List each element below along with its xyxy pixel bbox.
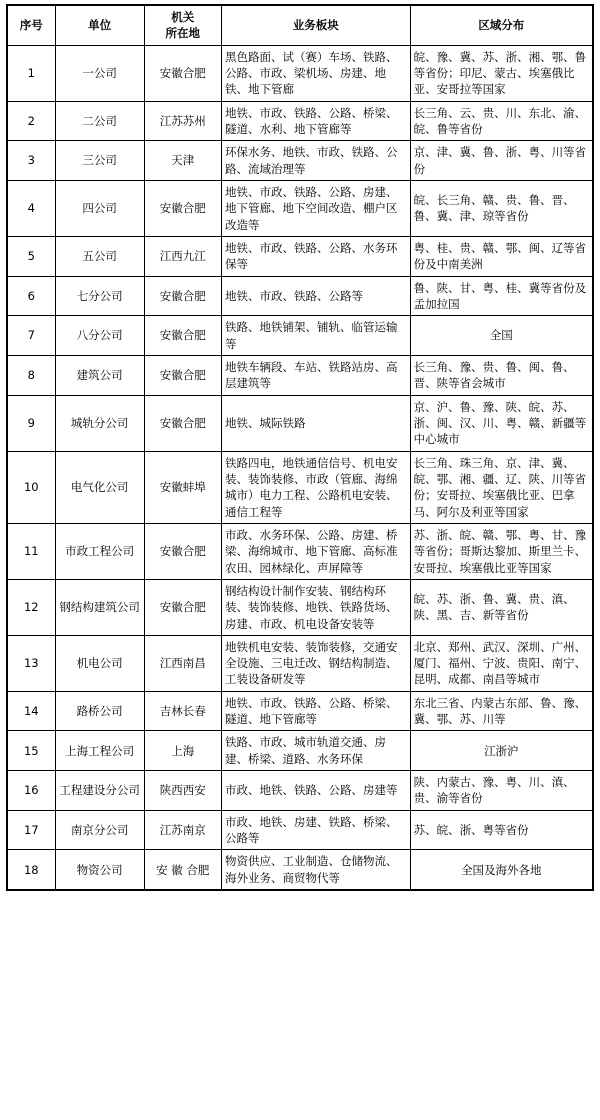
column-header-location-line1: 机关 (171, 10, 195, 24)
cell-business: 铁路、市政、城市轨道交通、房建、桥梁、道路、水务环保 (221, 731, 410, 771)
cell-area: 皖、豫、冀、苏、浙、湘、鄂、鲁等省份；印尼、蒙古、埃塞俄比亚、安哥拉等国家 (410, 45, 593, 101)
cell-area: 全国 (410, 316, 593, 356)
cell-no: 1 (7, 45, 55, 101)
cell-location: 安徽合肥 (144, 395, 221, 451)
cell-business: 市政、水务环保、公路、房建、桥梁、海绵城市、地下管廊、高标准农田、园林绿化、声屏障等 (221, 523, 410, 579)
cell-no: 10 (7, 451, 55, 523)
cell-business: 地铁机电安装、装饰装修，交通安全设施、三电迁改、钢结构制造、工装设备研发等 (221, 635, 410, 691)
cell-location: 江西南昌 (144, 635, 221, 691)
cell-no: 5 (7, 236, 55, 276)
cell-unit: 市政工程公司 (55, 523, 144, 579)
cell-no: 2 (7, 101, 55, 141)
table-row (7, 395, 593, 451)
cell-unit: 城轨分公司 (55, 395, 144, 451)
table-row (7, 141, 593, 181)
cell-unit: 五公司 (55, 236, 144, 276)
cell-business: 市政、地铁、铁路、公路、房建等 (221, 771, 410, 811)
table-row (7, 355, 593, 395)
cell-location: 安 徽 合肥 (144, 850, 221, 890)
cell-location: 安徽蚌埠 (144, 451, 221, 523)
cell-no: 3 (7, 141, 55, 181)
cell-business: 地铁、市政、铁路、公路等 (221, 276, 410, 316)
table-row (7, 523, 593, 579)
cell-unit: 物资公司 (55, 850, 144, 890)
cell-area: 长三角、豫、贵、鲁、闽、鲁、晋、陕等省会城市 (410, 355, 593, 395)
cell-no: 12 (7, 579, 55, 635)
column-header-location-line2: 所在地 (165, 26, 201, 41)
cell-location: 天津 (144, 141, 221, 181)
cell-business: 地铁、市政、铁路、公路、房建、地下管廊、地下空间改造、棚户区改造等 (221, 180, 410, 236)
table-row (7, 180, 593, 236)
cell-area: 东北三省、内蒙古东部、鲁、豫、冀、鄂、苏、川等 (410, 691, 593, 731)
cell-no: 6 (7, 276, 55, 316)
table-row (7, 635, 593, 691)
table-row (7, 850, 593, 890)
cell-area: 皖、长三角、赣、贵、鲁、晋、鲁、冀、津、琼等省份 (410, 180, 593, 236)
cell-location: 安徽合肥 (144, 276, 221, 316)
cell-business: 铁路四电，地铁通信信号、机电安装、装饰装修、市政（管廊、海绵城市）电力工程、公路机电安装、通信工程等 (221, 451, 410, 523)
cell-unit: 电气化公司 (55, 451, 144, 523)
cell-area: 鲁、陕、甘、粤、桂、冀等省份及孟加拉国 (410, 276, 593, 316)
cell-location: 上海 (144, 731, 221, 771)
table-row (7, 236, 593, 276)
cell-no: 18 (7, 850, 55, 890)
cell-location: 安徽合肥 (144, 180, 221, 236)
cell-area: 长三角、云、贵、川、东北、渝、皖、鲁等省份 (410, 101, 593, 141)
cell-unit: 建筑公司 (55, 355, 144, 395)
cell-area: 北京、郑州、武汉、深圳、广州、厦门、福州、宁波、贵阳、南宁、昆明、成都、南昌等城市 (410, 635, 593, 691)
cell-location: 江西九江 (144, 236, 221, 276)
table-row (7, 731, 593, 771)
table-row (7, 579, 593, 635)
cell-area: 皖、苏、浙、鲁、冀、贵、滇、陕、黑、吉、新等省份 (410, 579, 593, 635)
cell-business: 市政、地铁、房建、铁路、桥梁、公路等 (221, 810, 410, 850)
cell-no: 13 (7, 635, 55, 691)
table-body (7, 45, 593, 890)
table-row (7, 691, 593, 731)
cell-business: 地铁车辆段、车站、铁路站房、高层建筑等 (221, 355, 410, 395)
cell-no: 9 (7, 395, 55, 451)
cell-unit: 钢结构建筑公司 (55, 579, 144, 635)
cell-unit: 七分公司 (55, 276, 144, 316)
cell-unit: 机电公司 (55, 635, 144, 691)
cell-location: 安徽合肥 (144, 316, 221, 356)
cell-business: 地铁、城际铁路 (221, 395, 410, 451)
table-row (7, 810, 593, 850)
column-header-no: 序号 (7, 5, 55, 45)
table-row (7, 101, 593, 141)
table-row (7, 45, 593, 101)
cell-area: 苏、皖、浙、粤等省份 (410, 810, 593, 850)
cell-business: 环保水务、地铁、市政、铁路、公路、流域治理等 (221, 141, 410, 181)
cell-business: 黑色路面、试（赛）车场、铁路、公路、市政、梁机场、房建、地铁、地下管廊 (221, 45, 410, 101)
table-row (7, 316, 593, 356)
cell-unit: 三公司 (55, 141, 144, 181)
cell-unit: 四公司 (55, 180, 144, 236)
cell-location: 安徽合肥 (144, 523, 221, 579)
cell-no: 14 (7, 691, 55, 731)
cell-unit: 路桥公司 (55, 691, 144, 731)
cell-no: 16 (7, 771, 55, 811)
cell-location: 江苏苏州 (144, 101, 221, 141)
cell-unit: 一公司 (55, 45, 144, 101)
cell-unit: 上海工程公司 (55, 731, 144, 771)
cell-area: 苏、浙、皖、赣、鄂、粤、甘、豫等省份；哥斯达黎加、斯里兰卡、安哥拉、埃塞俄比亚等国家 (410, 523, 593, 579)
cell-unit: 工程建设分公司 (55, 771, 144, 811)
cell-area: 京、沪、鲁、豫、陕、皖、苏、浙、闽、汉、川、粤、赣、新疆等中心城市 (410, 395, 593, 451)
cell-business: 地铁、市政、铁路、公路、桥梁、隧道、地下管廊等 (221, 691, 410, 731)
column-header-location (144, 5, 221, 45)
cell-no: 11 (7, 523, 55, 579)
column-header-area: 区域分布 (410, 5, 593, 45)
cell-area: 陕、内蒙古、豫、粤、川、滇、贵、渝等省份 (410, 771, 593, 811)
cell-area: 长三角、珠三角、京、津、冀、皖、鄂、湘、疆、辽、陕、川等省份；安哥拉、埃塞俄比亚、巴拿马、阿尔及利亚等国家 (410, 451, 593, 523)
cell-business: 地铁、市政、铁路、公路、水务环保等 (221, 236, 410, 276)
cell-area: 粤、桂、贵、赣、鄂、闽、辽等省份及中南美洲 (410, 236, 593, 276)
cell-location: 安徽合肥 (144, 355, 221, 395)
cell-business: 钢结构设计制作安装、钢结构环装、装饰装修、地铁、铁路货场、房建、市政、机电设备安装等 (221, 579, 410, 635)
cell-business: 铁路、地铁铺架、铺轨、临管运输等 (221, 316, 410, 356)
column-header-business: 业务板块 (221, 5, 410, 45)
cell-area: 全国及海外各地 (410, 850, 593, 890)
cell-location: 吉林长春 (144, 691, 221, 731)
cell-unit: 南京分公司 (55, 810, 144, 850)
cell-business: 物资供应、工业制造、仓储物流、海外业务、商贸物代等 (221, 850, 410, 890)
header-row (7, 5, 593, 45)
column-header-unit: 单位 (55, 5, 144, 45)
cell-no: 4 (7, 180, 55, 236)
cell-location: 安徽合肥 (144, 45, 221, 101)
cell-no: 8 (7, 355, 55, 395)
cell-area: 江浙沪 (410, 731, 593, 771)
cell-no: 15 (7, 731, 55, 771)
table-row (7, 451, 593, 523)
table-row (7, 771, 593, 811)
cell-location: 江苏南京 (144, 810, 221, 850)
cell-no: 17 (7, 810, 55, 850)
table-row (7, 276, 593, 316)
cell-unit: 二公司 (55, 101, 144, 141)
cell-area: 京、津、冀、鲁、浙、粤、川等省份 (410, 141, 593, 181)
cell-location: 陕西西安 (144, 771, 221, 811)
cell-unit: 八分公司 (55, 316, 144, 356)
cell-business: 地铁、市政、铁路、公路、桥梁、隧道、水利、地下管廊等 (221, 101, 410, 141)
table-header (7, 5, 593, 45)
cell-no: 7 (7, 316, 55, 356)
cell-location: 安徽合肥 (144, 579, 221, 635)
business-sectors-table (6, 4, 594, 891)
